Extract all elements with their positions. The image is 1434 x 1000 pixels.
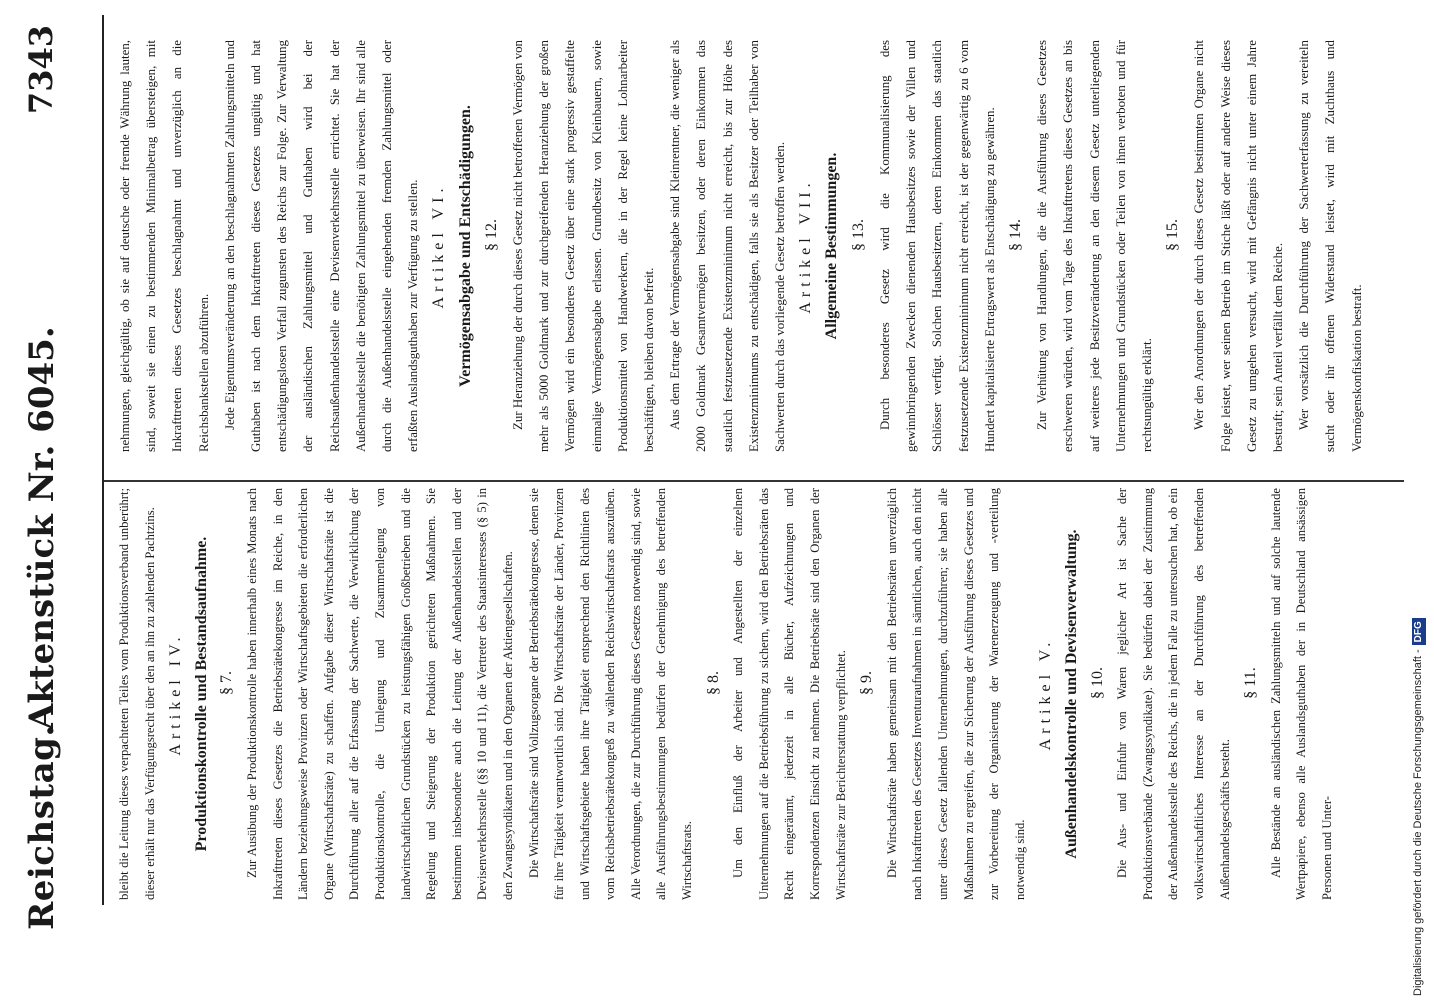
paragraph: Die Wirtschaftsräte haben gemeinsam mit den Betriebsräten unverzüglich nach Inkrafttreten des Gesetzes Inventuraufnahmen in sämtlichen, auch den nicht unter dieses Gesetz fallenden Unternehmungen, durchzuführen; sie haben alle Maßnahmen zu ergreifen, die zur Sicherung der Ausführung dieses Gesetzes und zur Vorbereitung der Organisierung der Warenerzeugung und -verteilung notwendig sind. [884, 488, 1027, 900]
paragraph: Die Wirtschaftsräte sind Vollzugsorgane der Betriebsrätekongresse, denen sie für ihre Tätigkeit verantwortlich sind. Die Wirtschaftsräte der Länder, Provinzen und Wirtschaftsgebiete haben ihre Tätigkeit entsprechend den Richtlinien des vom Reichsbetriebsrätekongreß zu wählenden Reichswirtschaftsrats auszuüben. Alle Verordnungen, die zur Durchführung dieses Gesetzes notwendig sind, sowie alle Ausführungsbestimmungen bedürfen der Genehmigung des betreffenden Wirtschaftsrats. [526, 488, 695, 900]
article-heading: Artikel V. [1037, 637, 1055, 751]
paragraph: Alle Bestände an ausländischen Zahlungsmitteln und auf solche lautende Wertpapiere, ebenso alle Auslandsguthaben der in Deutschland ansässigen Personen und Unter- [1268, 488, 1334, 900]
section-number: § 14. [1006, 219, 1024, 251]
section-number: § 9. [858, 671, 876, 695]
header-document-number: Aktenstück Nr. 6045. [22, 326, 62, 730]
section-number: § 13. [849, 219, 867, 251]
article-heading: Artikel VI. [430, 183, 448, 309]
left-column [112, 488, 1341, 900]
paragraph: Wer vorsätzlich die Durchführung der Sachwerterfassung zu vereiteln sucht oder ihr offenen Widerstand leistet, wird mit Zuchthaus und Vermögenskonfiskation bestraft. [1297, 40, 1364, 452]
continued-paragraph: nehmungen, gleichgültig, ob sie auf deutsche oder fremde Währung lauten, sind, soweit sie einen zu bestimmenden Minimalbetrag übersteigen, mit Inkrafttreten dieses Gesetzes beschlagnahmt und unverzüglich an die Reichsbankstellen abzuführen. [118, 40, 211, 452]
dfg-logo: DFG [1412, 618, 1426, 645]
continued-paragraph: bleibt die Leitung dieses verpachteten Teiles vom Produktionsverband unberührt; dieser erhält nur das Verfügungsrecht über den an ihn zu zahlenden Pachtzins. [117, 488, 157, 900]
paragraph: Die Aus- und Einfuhr von Waren jeglicher Art ist Sache der Produktionsverbände (Zwangssyndikate). Sie bedürfen dabei der Zustimmung der Außenhandelsstelle des Reichs, die in jedem Falle zu untersuchen hat, ob ein volkswirtschaftliches Interesse an der Durchführung des betreffenden Außenhandelsgeschäfts besteht. [1115, 488, 1232, 900]
paragraph: Zur Heranziehung der durch dieses Gesetz nicht betroffenen Vermögen von mehr als 5000 Goldmark und zur durchgreifenden Heranziehung der großen Vermögen wird ein besonderes Gesetz über eine stark progressiv gestaffelte einmalige Vermögensabgabe erlassen. Grundbesitz von Kleinbauern, sowie Produktionsmittel von Handwerkern, die in der Regel keine Lohnarbeiter beschäftigen, bleiben davon befreit. [511, 40, 657, 452]
paragraph: Wer den Anordnungen der durch dieses Gesetz bestimmten Organe nicht Folge leistet, wer seinen Betrieb im Stiche läßt oder auf andere Weise dieses Gesetz zu umgehen versucht, wird mit Gefängnis nicht unter einem Jahre bestraft; sein Anteil verfällt dem Reiche. [1192, 40, 1285, 452]
right-column [112, 40, 1370, 452]
page-number: 7343 [22, 25, 60, 115]
column-divider [104, 480, 1404, 482]
digitization-note-text: Digitalisierung gefördert durch die Deutsche Forschungsgemeinschaft - [1412, 649, 1424, 996]
paragraph: Aus dem Ertrage der Vermögensabgabe sind Kleinrentner, die weniger als 2000 Goldmark Gesamtvermögen besitzen, oder deren Einkommen das staatlich festzusetzende Existenzminimum nicht erreicht, bis zur Höhe des Existenzminimums zu entschädigen, falls sie als Besitzer oder Teilhaber von Sachwerten durch das vorliegende Gesetz betroffen werden. [668, 40, 788, 452]
paragraph: Durch besonderes Gesetz wird die Kommunalisierung des gewinnbringenden Zwecken dienenden Hausbesitzes sowie der Villen und Schlösser verfügt. Solchen Hausbesitzern, deren Einkommen das staatlich festzusetzende Existenzminimum nicht erreicht, ist der gegenwärtig zu 6 vom Hundert kapitalisierte Ertragswert als Entschädigung zu gewähren. [877, 40, 997, 452]
header-left-title: Reichstag. [22, 724, 62, 930]
section-number: § 8. [704, 671, 722, 695]
section-number: § 12. [482, 219, 500, 251]
paragraph: Jede Eigentumsveränderung an den beschlagnahmten Zahlungsmitteln und Guthaben ist nach dem Inkrafttreten dieses Gesetzes ungültig und hat entschädigungslosen Verfall zugunsten des Reichs zur Folge. Zur Verwaltung der ausländischen Zahlungsmittel und Guthaben wird bei der Reichsaußenhandelsstelle eine Devisenverkehrsstelle errichtet. Sie hat der Außenhandelsstelle die benötigten Zahlungsmittel zu überweisen. Ihr sind alle durch die Außenhandelsstelle eingehenden fremden Zahlungsmittel oder erfaßten Auslandsguthaben zur Verfügung zu stellen. [222, 40, 421, 452]
paragraph: Zur Ausübung der Produktionskontrolle haben innerhalb eines Monats nach Inkrafttreten dieses Gesetzes die Betriebsrätekongresse im Reiche, in den Ländern beziehungsweise Provinzen oder Wirtschaftsgebieten die erforderlichen Organe (Wirtschaftsräte) zu schaffen. Aufgabe dieser Wirtschaftsräte ist die Durchführung aller auf die Erfassung der Sachwerte, die Verwirklichung der Produktionskontrolle, die Umlegung und Zusammenlegung von landwirtschaftlichen Grundstücken zu leistungsfähigen Großbetrieben und die Regelung und Steigerung der Produktion gerichteten Maßnahmen. Sie bestimmen insbesondere auch die Leitung der Außenhandelsstellen und der Devisenverkehrsstelle (§§ 10 und 11), die Vertreter des Staatsinteresses (§ 5) in den Zwangssyndikaten und in den Organen der Aktiengesellschaften. [244, 488, 515, 900]
article-title: Außenhandelskontrolle und Devisenverwaltung. [1062, 529, 1080, 859]
paragraph: Um den Einfluß der Arbeiter und Angestellten der einzelnen Unternehmungen auf die Betriebsführung zu sichern, wird den Betriebsräten das Recht eingeräumt, jederzeit in alle Bücher, Aufzeichnungen und Korrespondenzen Einsicht zu nehmen. Die Betriebsräte sind den Organen der Wirtschaftsräte zur Berichterstattung verpflichtet. [731, 488, 848, 900]
section-number: § 11. [1242, 667, 1260, 699]
digitization-note [1405, 6, 1431, 996]
article-heading: Artikel VII. [797, 178, 815, 314]
paragraph: Zur Verhütung von Handlungen, die die Ausführung dieses Gesetzes erschweren würden, wird vom Tage des Inkrafttretens dieses Gesetzes an bis auf weiteres jede Besitzveränderung an den diesem Gesetz unterliegenden Unternehmungen und Grundstücken oder Teilen von ihnen verboten und für rechtsungültig erklärt. [1035, 40, 1154, 452]
section-number: § 15. [1164, 219, 1182, 251]
page-header [0, 0, 74, 1000]
article-title: Allgemeine Bestimmungen. [823, 152, 841, 340]
section-number: § 7. [218, 671, 236, 695]
article-title: Vermögensabgabe und Entschädigungen. [456, 105, 474, 387]
header-rule [102, 15, 104, 905]
article-title: Produktionskontrolle und Bestandsaufnahme. [192, 536, 210, 852]
article-heading: Artikel IV. [167, 632, 185, 756]
section-number: § 10. [1088, 667, 1106, 699]
